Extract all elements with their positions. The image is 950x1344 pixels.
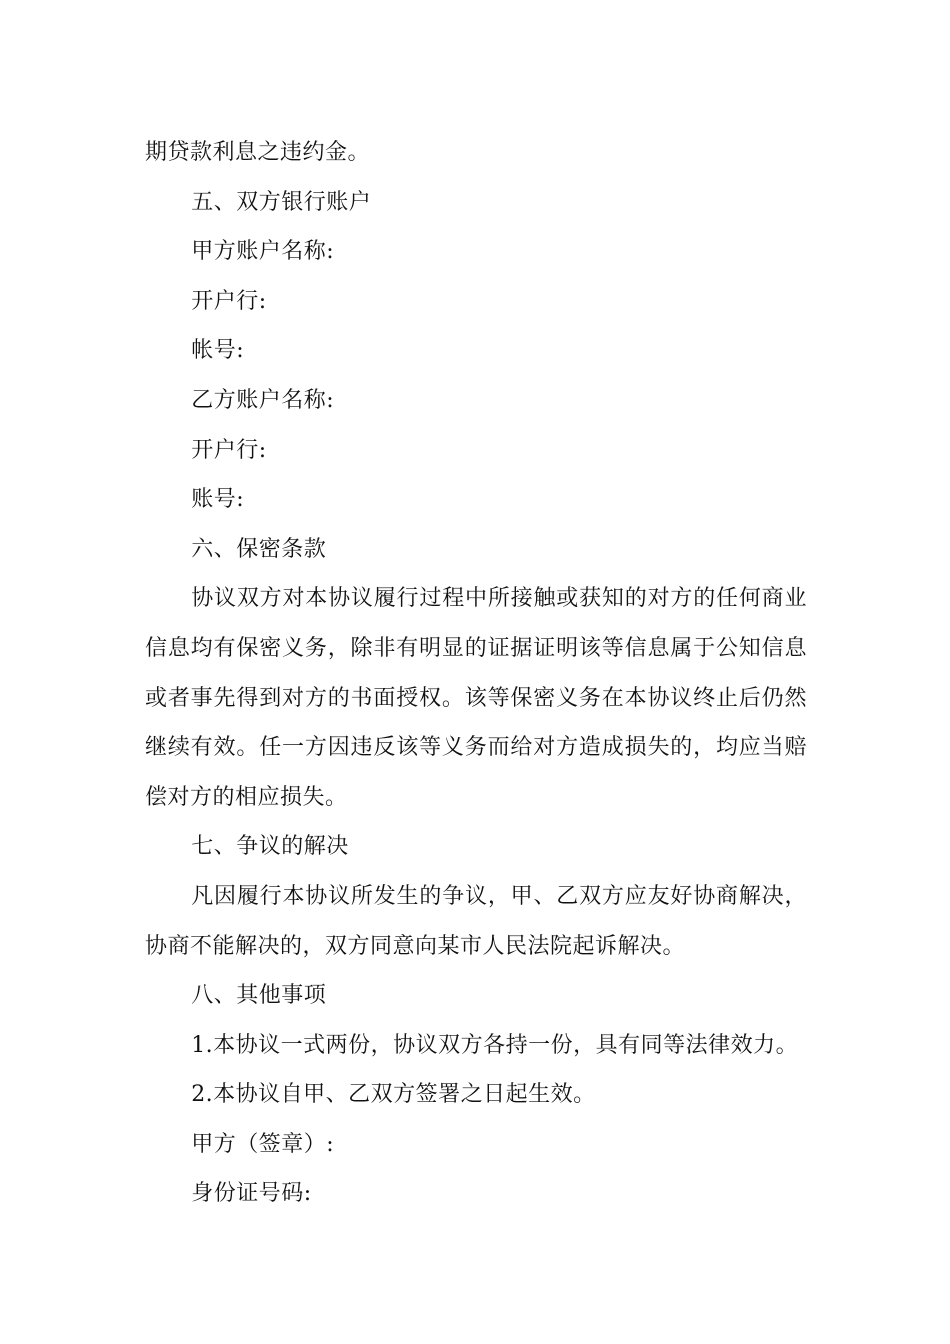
other-matters-item-1: 1.本协议一式两份，协议双方各持一份，具有同等法律效力。 bbox=[191, 1032, 799, 1058]
other-matters-item-2: 2.本协议自甲、乙双方签署之日起生效。 bbox=[191, 1082, 596, 1108]
party-b-account-number: 账号: bbox=[191, 487, 245, 513]
paragraph-continuation: 期贷款利息之违约金。 bbox=[145, 140, 371, 165]
paragraph-dispute-resolution: 凡因履行本协议所发生的争议，甲、乙双方应友好协商解决，协商不能解决的，双方同意向某市人民法院起诉解决。 bbox=[145, 883, 807, 959]
id-number-line: 身份证号码: bbox=[191, 1181, 312, 1207]
section-heading-dispute-resolution: 七、争议的解决 bbox=[191, 834, 349, 860]
document-body bbox=[145, 128, 807, 1219]
party-a-account-name: 甲方账户名称: bbox=[191, 239, 335, 265]
section-heading-bank-accounts: 五、双方银行账户 bbox=[191, 189, 372, 215]
party-b-account-name: 乙方账户名称: bbox=[191, 387, 335, 413]
party-a-account-number: 帐号: bbox=[191, 338, 245, 364]
section-heading-confidentiality: 六、保密条款 bbox=[191, 536, 327, 562]
section-heading-other-matters: 八、其他事项 bbox=[191, 983, 327, 1009]
party-b-bank: 开户行: bbox=[191, 437, 267, 463]
party-a-signature-line: 甲方（签章）: bbox=[191, 1131, 335, 1157]
paragraph-confidentiality: 协议双方对本协议履行过程中所接触或获知的对方的任何商业信息均有保密义务，除非有明显的证据证明该等信息属于公知信息或者事先得到对方的书面授权。该等保密义务在本协议终止后仍然继续有效。任一方因违反该等义务而给对方造成损失的，均应当赔偿对方的相应损失。 bbox=[145, 586, 807, 810]
party-a-bank: 开户行: bbox=[191, 288, 267, 314]
